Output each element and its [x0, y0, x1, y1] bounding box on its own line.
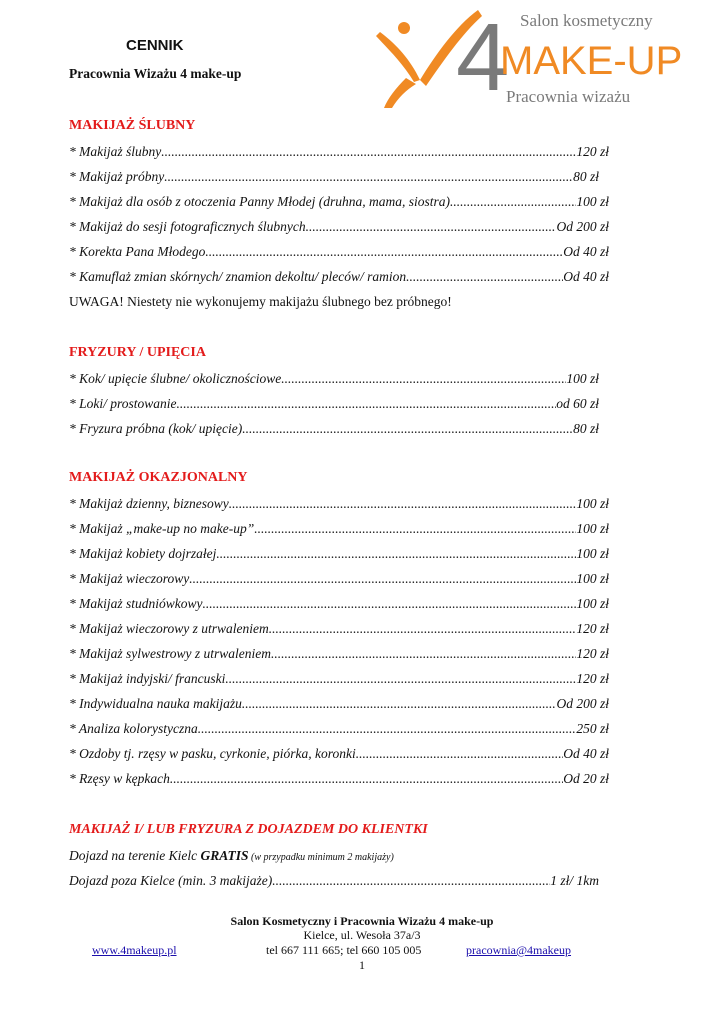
- footer-address: Kielce, ul. Wesoła 37a/3: [303, 928, 421, 942]
- price-row: Dojazd poza Kielce (min. 3 makijaże) ..... 1 zł/ 1km: [69, 872, 599, 890]
- logo-number: 4: [456, 4, 510, 111]
- travel-free-line: Dojazd na terenie Kielc GRATIS (w przypadku minimum 2 makijaży): [69, 848, 394, 863]
- price-row: * Makijaż dzienny, biznesowy ..... 100 zł: [69, 495, 609, 513]
- section-heading-travel: MAKIJAŻ I/ LUB FRYZURA Z DOJAZDEM DO KLIENTKI: [69, 822, 428, 837]
- footer-email-link[interactable]: pracownia@4makeup: [466, 943, 572, 957]
- footer-company: Salon Kosmetyczny i Pracownia Wizażu 4 make-up: [230, 914, 494, 928]
- logo-tagline-bottom: Pracownia wizażu: [506, 87, 631, 106]
- price-row: * Fryzura próbna (kok/ upięcie) ..... 80 zł: [69, 420, 599, 438]
- price-row: * Makijaż wieczorowy ..... 100 zł: [69, 570, 609, 588]
- price-row: * Loki/ prostowanie ..... od 60 zł: [69, 395, 599, 413]
- price-row: * Makijaż „make-up no make-up” ..... 100 zł: [69, 520, 609, 538]
- price-row: * Makijaż dla osób z otoczenia Panny Młodej (druhna, mama, siostra) ..... 100 zł: [69, 193, 609, 211]
- price-row: * Makijaż indyjski/ francuski ..... 120 zł: [69, 670, 609, 688]
- price-row: * Korekta Pana Młodego ..... Od 40 zł: [69, 243, 609, 261]
- footer-phones: tel 667 111 665; tel 660 105 005: [266, 943, 422, 957]
- price-row: * Makijaż do sesji fotograficznych ślubnych ..... Od 200 zł: [69, 218, 609, 236]
- page-number: 1: [359, 958, 365, 972]
- price-row: * Makijaż studniówkowy ..... 100 zł: [69, 595, 609, 613]
- document-title: CENNIK: [126, 37, 184, 54]
- salon-logo: [366, 4, 696, 114]
- price-row: * Ozdoby tj. rzęsy w pasku, cyrkonie, piórka, koronki ..... Od 40 zł: [69, 745, 609, 763]
- price-row: * Indywidualna nauka makijażu ..... Od 200 zł: [69, 695, 609, 713]
- price-row: * Kamuflaż zmian skórnych/ znamion dekoltu/ pleców/ ramion ..... Od 40 zł: [69, 268, 609, 286]
- gratis-label: GRATIS: [200, 848, 249, 863]
- price-row: * Makijaż próbny ..... 80 zł: [69, 168, 599, 186]
- document-subtitle: Pracownia Wizażu 4 make-up: [69, 66, 242, 81]
- section-heading-wedding: MAKIJAŻ ŚLUBNY: [69, 118, 196, 133]
- logo-tagline-top: Salon kosmetyczny: [520, 11, 653, 30]
- price-row: * Kok/ upięcie ślubne/ okolicznościowe ..... 100 zł: [69, 370, 599, 388]
- wedding-note: UWAGA! Niestety nie wykonujemy makijażu ślubnego bez próbnego!: [69, 294, 452, 309]
- footer-website-link[interactable]: www.4makeup.pl: [92, 943, 177, 957]
- price-row: * Analiza kolorystyczna ..... 250 zł: [69, 720, 609, 738]
- price-row: * Makijaż kobiety dojrzałej ..... 100 zł: [69, 545, 609, 563]
- logo-brand: MAKE-UP: [500, 39, 683, 83]
- price-row: * Makijaż ślubny ..... 120 zł: [69, 143, 609, 161]
- price-row: * Makijaż sylwestrowy z utrwaleniem ..... 120 zł: [69, 645, 609, 663]
- section-heading-occasional: MAKIJAŻ OKAZJONALNY: [69, 470, 248, 485]
- price-row: * Rzęsy w kępkach ..... Od 20 zł: [69, 770, 609, 788]
- price-row: * Makijaż wieczorowy z utrwaleniem ..... 120 zł: [69, 620, 609, 638]
- section-heading-hair: FRYZURY / UPIĘCIA: [69, 345, 206, 360]
